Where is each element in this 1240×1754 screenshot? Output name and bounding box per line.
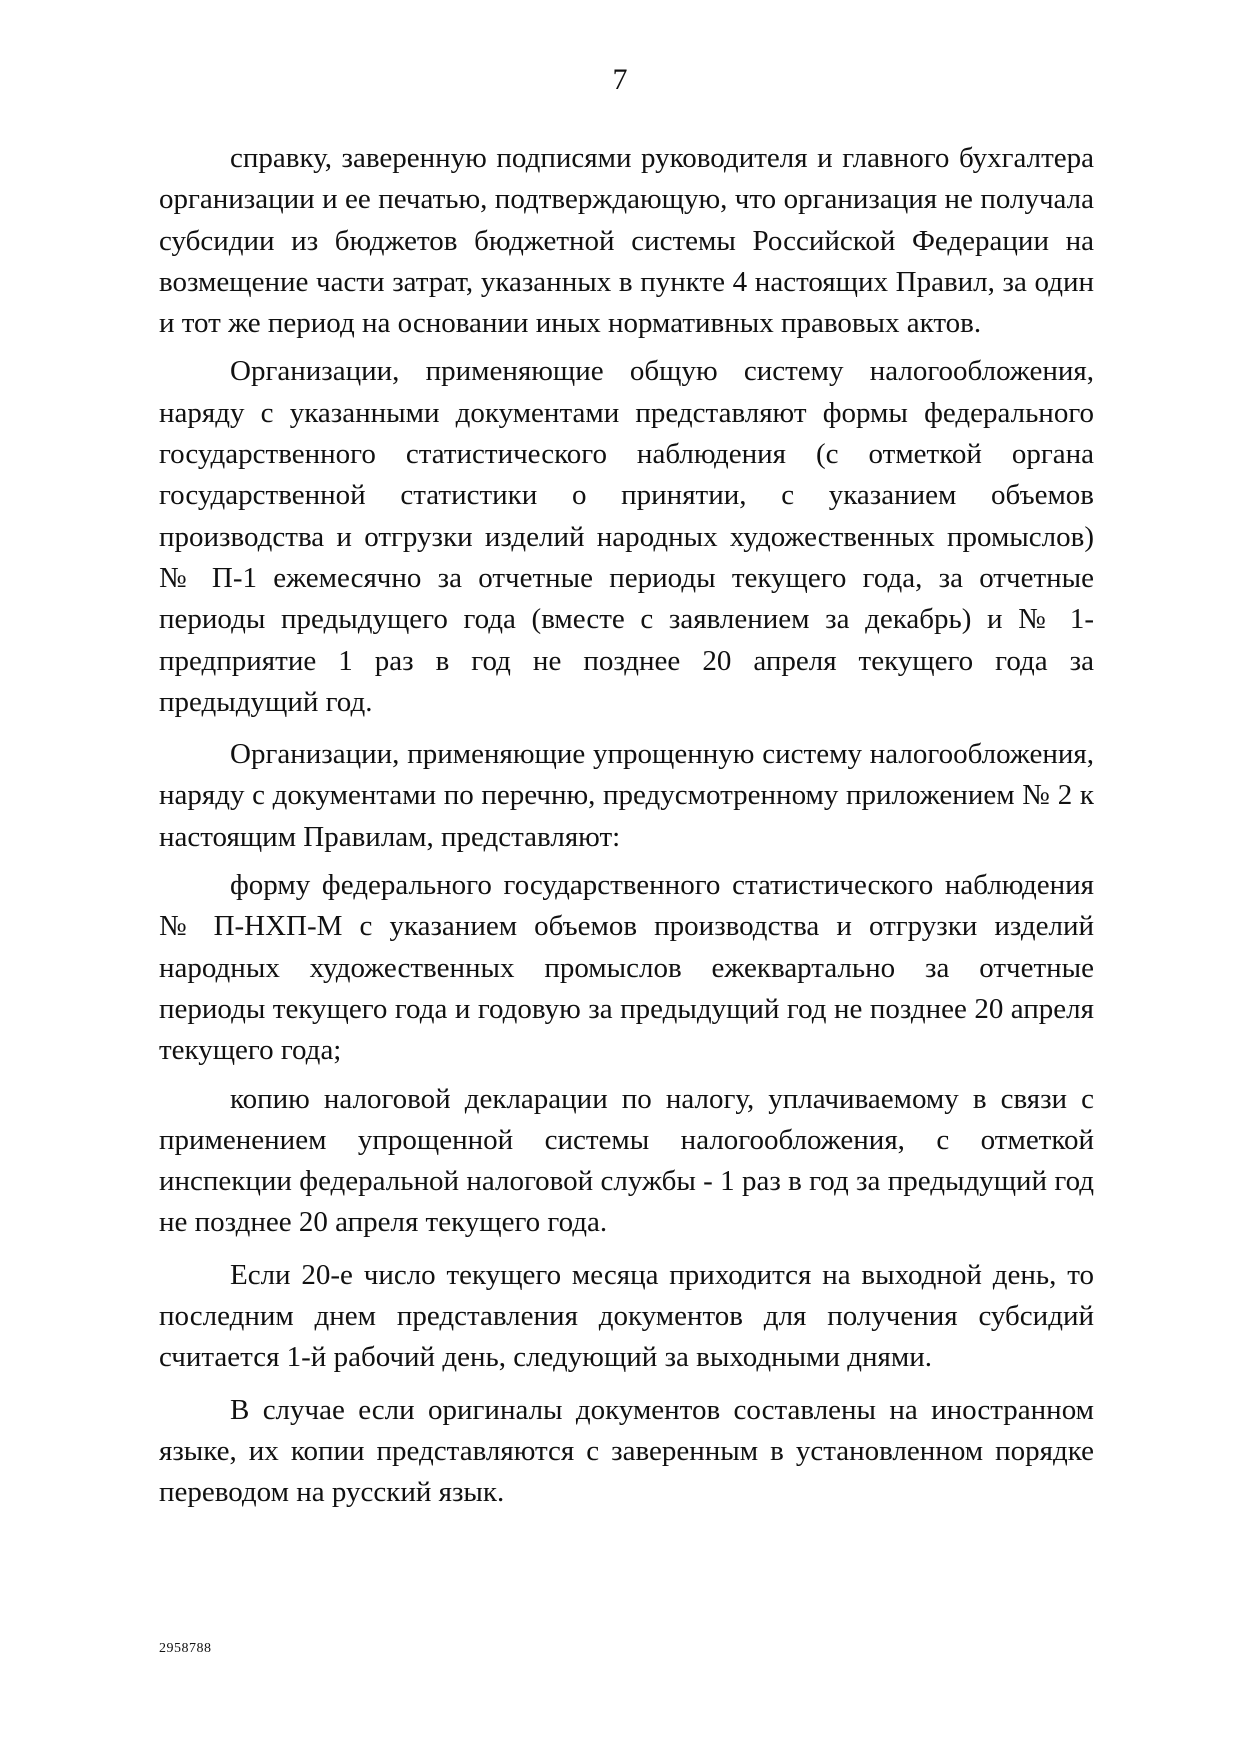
paragraph-simplified-taxation: Организации, применяющие упрощенную систему налогообложения, наряду с документами по перечню, предусмотренному приложением № 2 к настоящим Правилам, представляют: [159,738,1094,853]
paragraph-certificate: справку, заверенную подписями руководителя и главного бухгалтера организации и ее печатью, подтверждающую, что организация не получала субсидии из бюджетов бюджетной системы Российской Федерации на возмещение части затрат, указанных в пункте 4 настоящих Правил, за один и тот же период на основании иных нормативных правовых актов. [159,142,1094,340]
page-number: 7 [612,63,628,96]
paragraph-general-taxation: Организации, применяющие общую систему налогообложения, наряду с указанными документами представляют формы федерального государственного статистического наблюдения (с отметкой органа государственной статистики о принятии, с указанием объемов производства и отгрузки изделий народных художественных промыслов) № П-1 ежемесячно за отчетные периоды текущего года, за отчетные периоды предыдущего года (вместе с заявлением за декабрь) и № 1-предприятие 1 раз в год не позднее 20 апреля текущего года за предыдущий год. [159,355,1094,718]
document-body [159,138,1094,1514]
paragraph-statistical-form: форму федерального государственного статистического наблюдения № П-НХП-М с указанием объемов производства и отгрузки изделий народных художественных промыслов ежеквартально за отчетные периоды текущего года и годовую за предыдущий год не позднее 20 апреля текущего года; [159,869,1094,1067]
document-code: 2958788 [159,1641,212,1656]
paragraph-foreign-language: В случае если оригиналы документов составлены на иностранном языке, их копии представляются с заверенным в установленном порядке переводом на русский язык. [159,1393,1094,1509]
paragraph-tax-declaration: копию налоговой декларации по налогу, уплачиваемому в связи с применением упрощенной системы налогообложения, с отметкой инспекции федеральной налоговой службы - 1 раз в год за предыдущий год не позднее 20 апреля текущего года. [159,1082,1094,1239]
paragraph-deadline-holiday: Если 20-е число текущего месяца приходится на выходной день, то последним днем представления документов для получения субсидий считается 1-й рабочий день, следующий за выходными днями. [159,1258,1094,1374]
